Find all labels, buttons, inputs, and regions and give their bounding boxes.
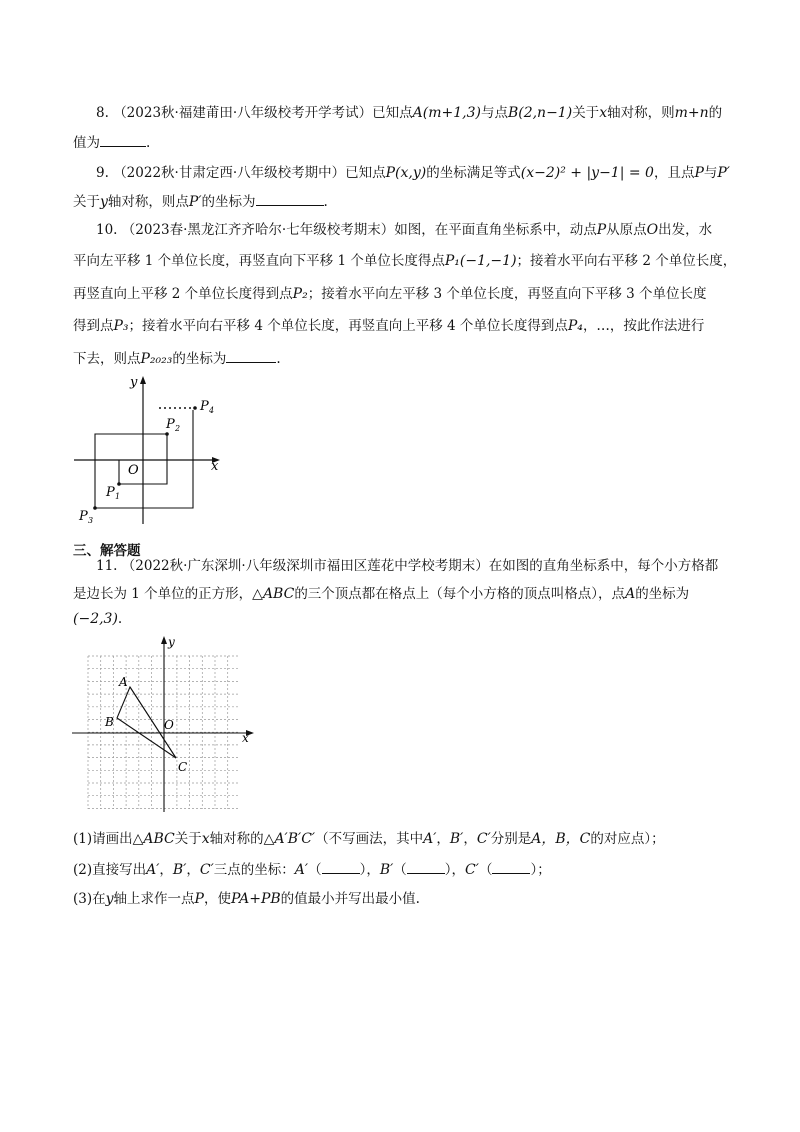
- q9-line2: 关于y轴对称，则点P′的坐标为 .: [73, 194, 328, 210]
- point-p2: [165, 432, 169, 436]
- q11-part1: (1)请画出△ABC关于x轴对称的△A′B′C′（不写画法，其中A′，B′，C′分别是A，B，C的对应点）；: [73, 831, 665, 847]
- q8-line2: 值为 .: [73, 135, 151, 151]
- x-axis-label: x: [242, 731, 249, 745]
- svg-text:2: 2: [175, 424, 181, 433]
- q11-line2: 是边长为 1 个单位的正方形，△ABC的三个顶点都在格点上（每个小方格的顶点叫格点），点A的坐标为: [73, 586, 690, 602]
- q11-line1: 11. （2022秋·广东深圳·八年级深圳市福田区莲花中学校考期末）在如图的直角坐标系中，每个小方格都: [96, 558, 719, 574]
- p4-label: P: [200, 399, 209, 414]
- q8-point-a: A(m+1,3): [412, 105, 481, 121]
- origin-label: O: [164, 718, 174, 732]
- q10-line3: 再竖直向上平移 2 个单位长度得到点P₂；接着水平向左平移 3 个单位长度，再竖直向下平移 3 个单位长度: [73, 286, 707, 302]
- point-p1: [117, 482, 121, 486]
- q8-line1: 8. （2023秋·福建莆田·八年级校考开学考试）已知点A(m+1,3)与点B(2,n−1)关于x轴对称，则m+n的: [96, 105, 723, 121]
- point-p4: [193, 406, 197, 410]
- y-axis-arrow: [161, 636, 167, 644]
- vertex-c-label: C: [178, 760, 188, 774]
- q8-answer-blank[interactable]: [100, 133, 146, 147]
- point-p3: [93, 506, 97, 510]
- y-axis-arrow: [140, 376, 146, 384]
- y-axis-label: y: [168, 635, 175, 649]
- q8-point-b: B(2,n−1): [507, 105, 573, 121]
- q10-answer-blank[interactable]: [226, 349, 276, 363]
- p3-label: P: [79, 509, 88, 524]
- q10-line1: 10. （2023春·黑龙江齐齐哈尔·七年级校考期末）如图，在平面直角坐标系中，动点P从原点O出发，水: [96, 222, 713, 238]
- svg-text:3: 3: [88, 516, 94, 525]
- q9-equation: (x−2)² + |y−1| = 0: [520, 165, 654, 181]
- p1-label: P: [106, 485, 115, 500]
- q10-line5: 下去，则点P₂₀₂₃的坐标为 .: [73, 351, 281, 367]
- q11-grid-figure: [70, 634, 260, 814]
- q11-part3: (3)在y轴上求作一点P，使PA+PB的值最小并写出最小值.: [73, 891, 420, 907]
- q11-line3: (−2,3).: [73, 611, 123, 627]
- vertex-b-label: B: [105, 715, 114, 729]
- q9-answer-blank[interactable]: [256, 192, 324, 206]
- q9-line1: 9. （2022秋·甘肃定西·八年级校考期中）已知点P(x,y)的坐标满足等式(x−2)² + |y−1| = 0，且点P与P′: [96, 165, 730, 181]
- svg-text:1: 1: [115, 492, 121, 501]
- p2-label: P: [166, 417, 175, 432]
- q10-line2: 平向左平移 1 个单位长度，再竖直向下平移 1 个单位长度得点P₁(−1,−1)；接着水平向右平移 2 个单位长度，: [73, 253, 737, 269]
- q10-spiral-figure: [70, 372, 230, 530]
- a-prime-blank[interactable]: [322, 860, 360, 874]
- q11-part2: (2)直接写出A′，B′，C′三点的坐标：A′（ ），B′（ ），C′（ ）；: [73, 862, 551, 878]
- x-axis-label: x: [211, 459, 219, 474]
- origin-label: O: [128, 463, 139, 478]
- q10-line4: 得到点P₃；接着水平向右平移 4 个单位长度，再竖直向上平移 4 个单位长度得到点P₄，…，按此作法进行: [73, 318, 705, 334]
- c-prime-blank[interactable]: [492, 860, 530, 874]
- section-heading: 三、解答题: [73, 543, 141, 559]
- y-axis-label: y: [130, 375, 138, 390]
- svg-text:4: 4: [209, 406, 215, 415]
- vertex-a-label: A: [119, 675, 128, 689]
- b-prime-blank[interactable]: [407, 860, 445, 874]
